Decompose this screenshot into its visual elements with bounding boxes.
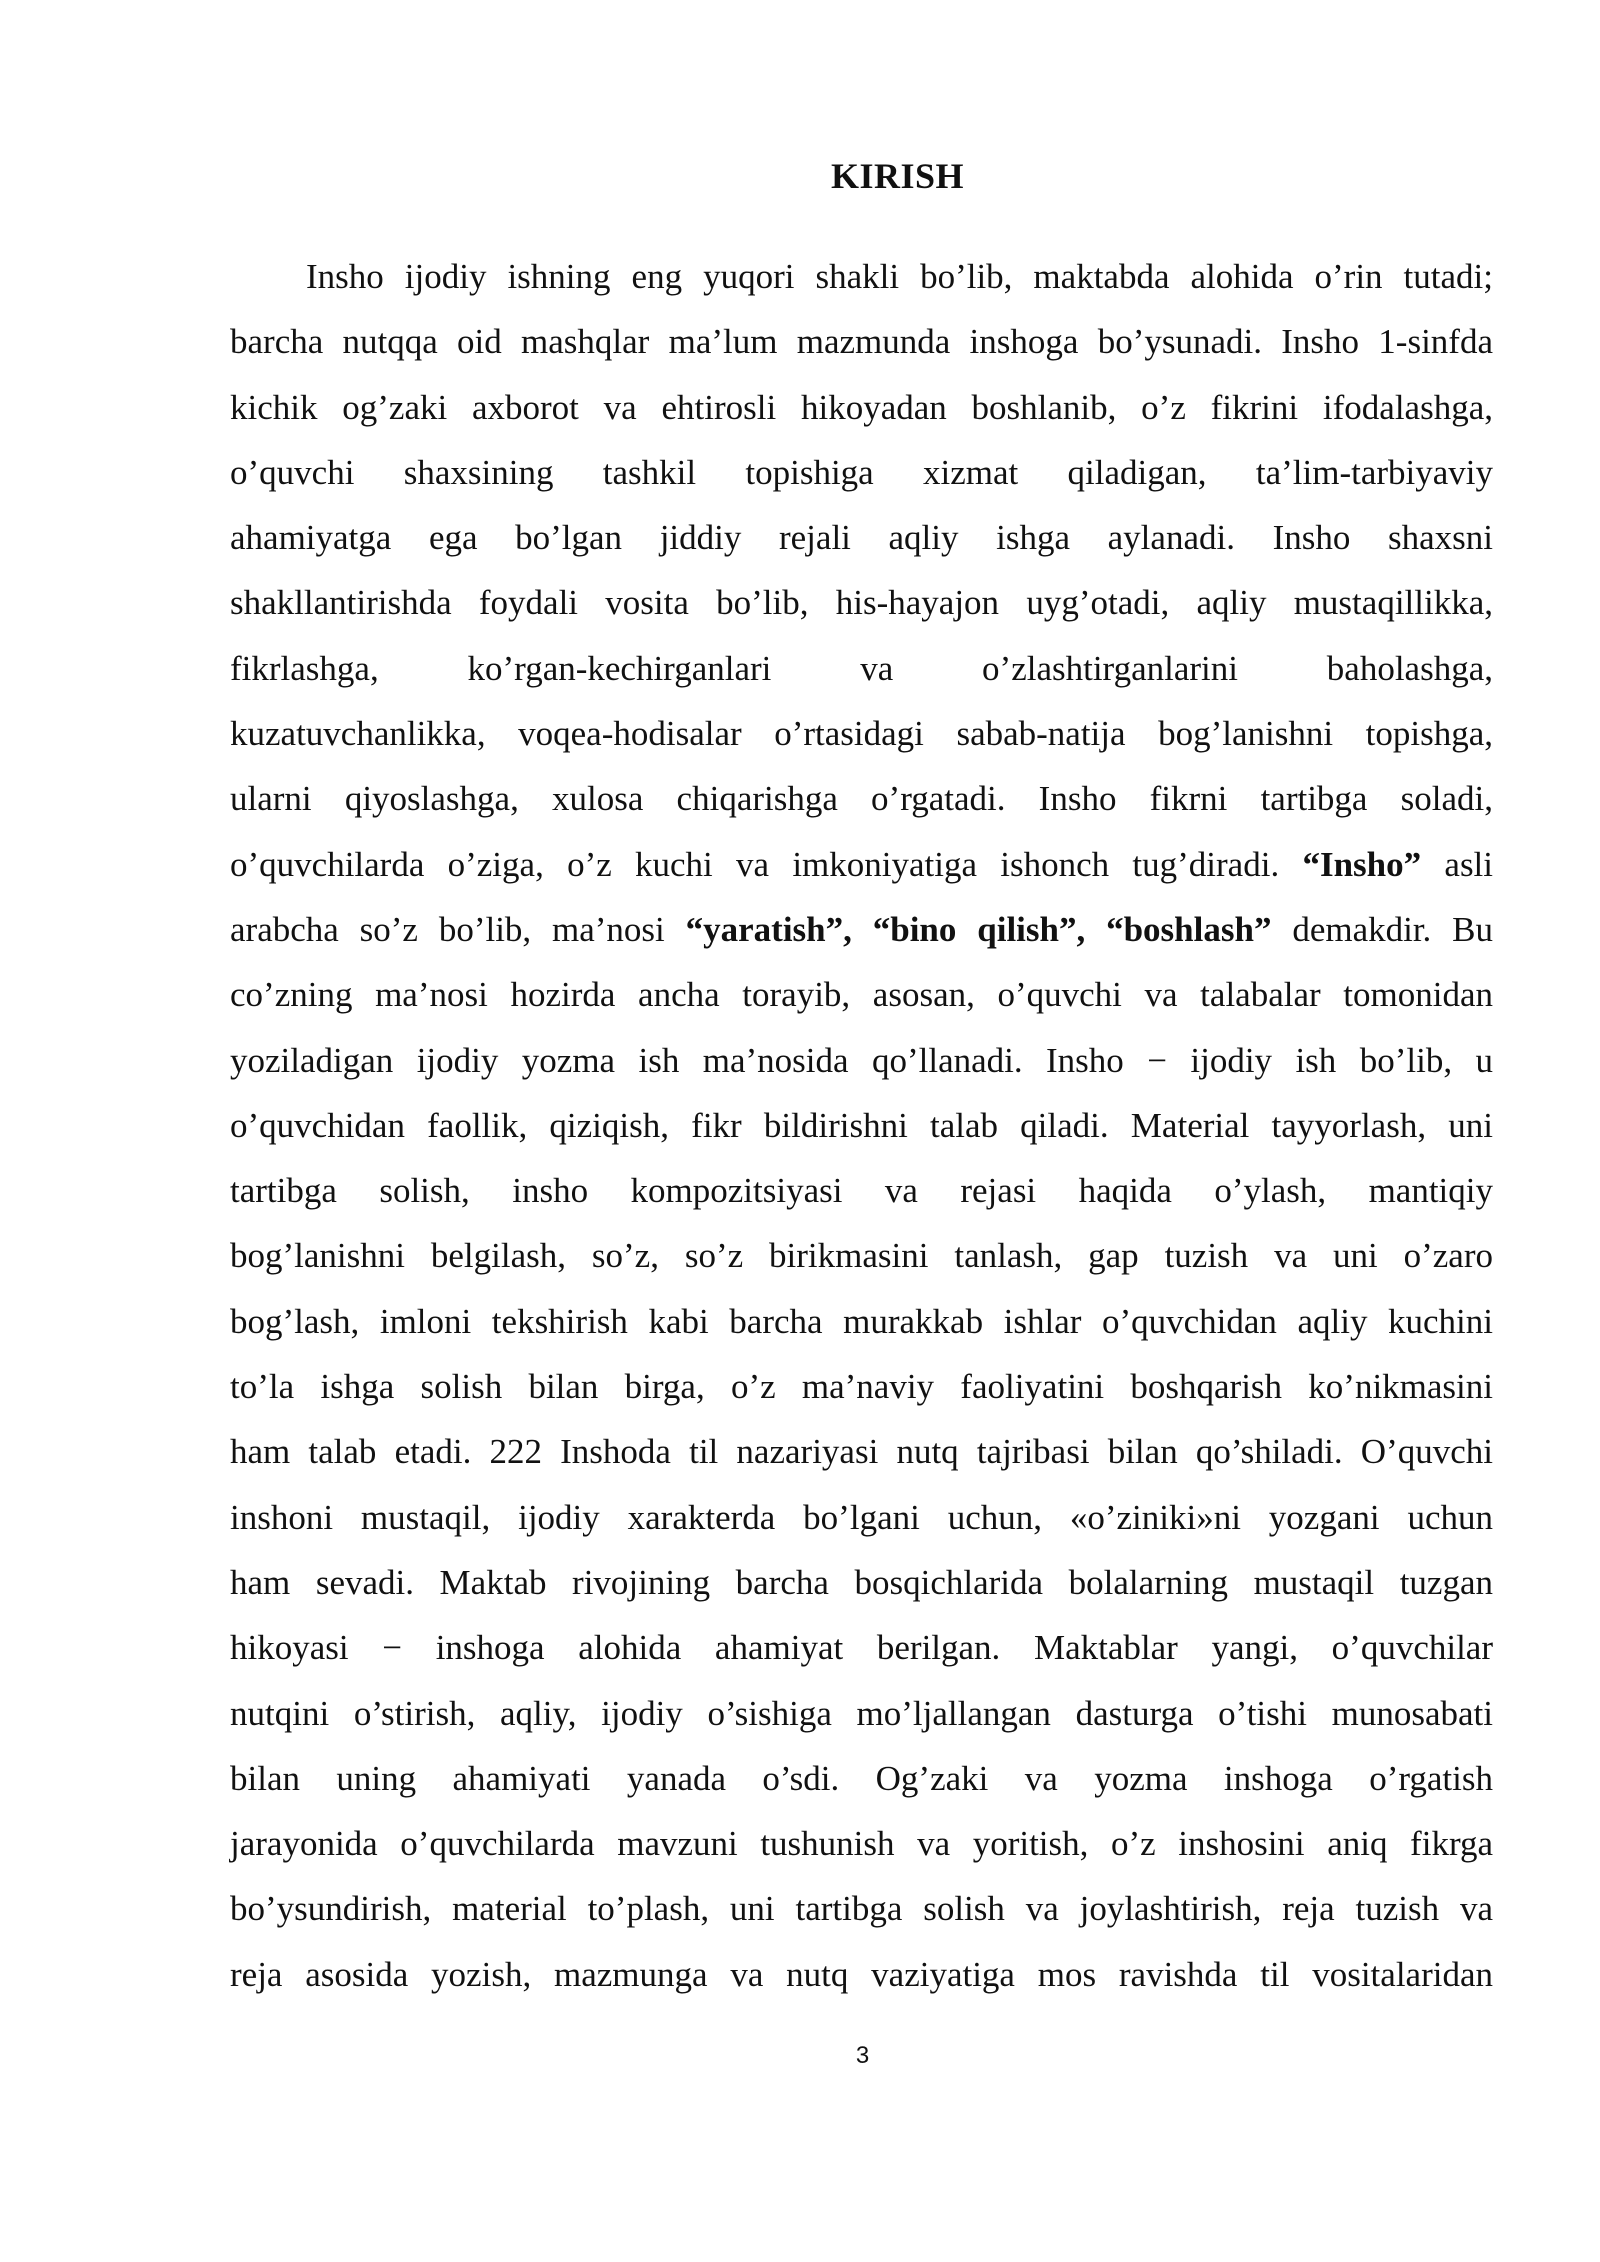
text-line: co’zning ma’nosi hozirda ancha torayib, asosan, o’quvchi va talabalar tomonidan [230, 975, 1493, 1015]
text-line: fikrlashga, ko’rgan-kechirganlari va o’zlashtirganlarini baholashga, [230, 648, 1493, 688]
text-line: tartibga solish, insho kompozitsiyasi va rejasi haqida o’ylash, mantiqiy [230, 1171, 1493, 1211]
text-line: hikoyasi − inshoga alohida ahamiyat berilgan. Maktablar yangi, o’quvchilar [230, 1628, 1493, 1668]
page-number: 3 [855, 2042, 870, 2069]
text-line: inshoni mustaqil, ijodiy xarakterda bo’lgani uchun, «o’ziniki»ni yozgani uchun [230, 1497, 1493, 1537]
text-line: to’la ishga solish bilan birga, o’z ma’naviy faoliyatini boshqarish ko’nikmasini [230, 1367, 1493, 1407]
text-line: kichik og’zaki axborot va ehtirosli hikoyadan boshlanib, o’z fikrini ifodalashga, [230, 387, 1493, 427]
text-segment: arabcha so’z bo’lib, ma’nosi [230, 909, 665, 949]
text-line: reja asosida yozish, mazmunga va nutq vaziyatiga mos ravishda til vositalaridan [230, 1954, 1493, 1994]
text-line: bilan uning ahamiyati yanada o’sdi. Og’zaki va yozma inshoga o’rgatish [230, 1758, 1493, 1798]
bold-term: “yaratish”, “bino qilish”, “boshlash” [685, 909, 1272, 949]
text-line: shakllantirishda foydali vosita bo’lib, his-hayajon uyg’otadi, aqliy mustaqillikka, [230, 583, 1493, 623]
text-line: ham sevadi. Maktab rivojining barcha bosqichlarida bolalarning mustaqil tuzgan [230, 1562, 1493, 1602]
text-line: barcha nutqqa oid mashqlar ma’lum mazmunda inshoga bo’ysunadi. Insho 1-sinfda [230, 322, 1493, 362]
text-segment: o’quvchilarda o’ziga, o’z kuchi va imkoniyatiga ishonch tug’diradi. [230, 844, 1280, 884]
text-line [230, 897, 1493, 962]
body-text [230, 244, 1493, 2007]
text-segment: demakdir. Bu [1292, 909, 1494, 949]
text-line: Insho ijodiy ishning eng yuqori shakli bo’lib, maktabda alohida o’rin tutadi; [306, 257, 1493, 296]
text-line: yoziladigan ijodiy yozma ish ma’nosida qo’llanadi. Insho − ijodiy ish bo’lib, u [230, 1040, 1493, 1080]
text-line: nutqini o’stirish, aqliy, ijodiy o’sishiga mo’ljallangan dasturga o’tishi munosabati [230, 1693, 1493, 1733]
text-line: o’quvchidan faollik, qiziqish, fikr bildirishni talab qiladi. Material tayyorlash, uni [230, 1105, 1493, 1145]
text-line: bog’lanishni belgilash, so’z, so’z birikmasini tanlash, gap tuzish va uni o’zaro [230, 1236, 1493, 1276]
bold-term: “Insho” [1302, 844, 1422, 884]
text-line [230, 832, 1493, 897]
text-line: ularni qiyoslashga, xulosa chiqarishga o’rgatadi. Insho fikrni tartibga soladi, [230, 779, 1493, 819]
text-line: bo’ysundirish, material to’plash, uni tartibga solish va joylashtirish, reja tuzish va [230, 1889, 1493, 1929]
text-line: bog’lash, imloni tekshirish kabi barcha murakkab ishlar o’quvchidan aqliy kuchini [230, 1301, 1493, 1341]
page-title: KIRISH [830, 156, 965, 196]
text-line: jarayonida o’quvchilarda mavzuni tushunish va yoritish, o’z inshosini aniq fikrga [230, 1824, 1493, 1864]
text-line: o’quvchi shaxsining tashkil topishiga xizmat qiladigan, ta’lim-tarbiyaviy [230, 452, 1493, 492]
text-line: ahamiyatga ega bo’lgan jiddiy rejali aqliy ishga aylanadi. Insho shaxsni [230, 518, 1493, 558]
text-line: kuzatuvchanlikka, voqea-hodisalar o’rtasidagi sabab-natija bog’lanishni topishga, [230, 714, 1493, 754]
text-segment: asli [1444, 844, 1494, 884]
text-line: ham talab etadi. 222 Inshoda til nazariyasi nutq tajribasi bilan qo’shiladi. O’quvchi [230, 1432, 1493, 1472]
